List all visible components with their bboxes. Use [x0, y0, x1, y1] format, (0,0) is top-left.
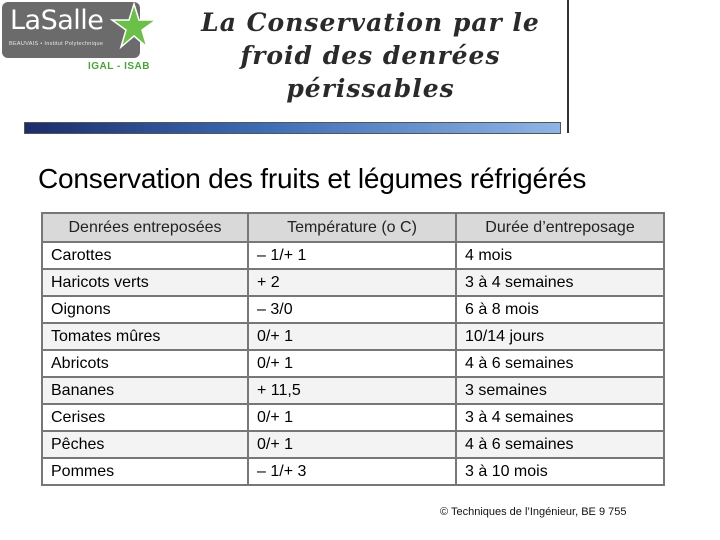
logo-wordmark: LaSalle	[10, 5, 104, 36]
cell-temperature: – 1/+ 3	[248, 458, 456, 485]
header-title-line-3: périssables	[286, 74, 455, 103]
header-duree: Durée d’entreposage	[456, 213, 664, 242]
cell-temperature: + 11,5	[248, 377, 456, 404]
cell-duree: 10/14 jours	[456, 323, 664, 350]
table-row	[42, 350, 664, 377]
cell-temperature: – 1/+ 1	[248, 242, 456, 269]
slide-title: Conservation des fruits et légumes réfrigérés	[38, 163, 587, 194]
table-row	[42, 296, 664, 323]
cell-temperature: + 2	[248, 269, 456, 296]
header-title-line-1: La Conservation par le	[201, 8, 540, 37]
table-row	[42, 269, 664, 296]
cell-temperature: – 3/0	[248, 296, 456, 323]
logo-school-name: IGAL - ISAB	[88, 61, 150, 72]
star-icon	[110, 2, 158, 50]
cell-duree: 4 à 6 semaines	[456, 431, 664, 458]
table-header-row	[42, 213, 664, 242]
cell-denree: Haricots verts	[42, 269, 248, 296]
cell-duree: 3 à 4 semaines	[456, 269, 664, 296]
lasalle-logo	[2, 2, 158, 76]
cell-denree: Bananes	[42, 377, 248, 404]
cell-duree: 3 semaines	[456, 377, 664, 404]
cell-duree: 4 à 6 semaines	[456, 350, 664, 377]
header-title	[178, 6, 563, 105]
table-row	[42, 323, 664, 350]
cell-denree: Abricots	[42, 350, 248, 377]
cell-denree: Cerises	[42, 404, 248, 431]
table-row	[42, 431, 664, 458]
cell-duree: 4 mois	[456, 242, 664, 269]
cell-duree: 3 à 10 mois	[456, 458, 664, 485]
cell-denree: Carottes	[42, 242, 248, 269]
cell-denree: Pommes	[42, 458, 248, 485]
header-divider	[567, 0, 569, 133]
cell-temperature: 0/+ 1	[248, 323, 456, 350]
cell-temperature: 0/+ 1	[248, 350, 456, 377]
cell-denree: Tomates mûres	[42, 323, 248, 350]
table-row	[42, 377, 664, 404]
cell-temperature: 0/+ 1	[248, 431, 456, 458]
cell-temperature: 0/+ 1	[248, 404, 456, 431]
cell-duree: 6 à 8 mois	[456, 296, 664, 323]
header-denrees: Denrées entreposées	[42, 213, 248, 242]
table-row	[42, 404, 664, 431]
table-row	[42, 458, 664, 485]
storage-table	[41, 212, 665, 486]
cell-denree: Oignons	[42, 296, 248, 323]
logo-subtitle: BEAUVAIS • Institut Polytechnique	[9, 41, 104, 47]
header-gradient-bar	[24, 122, 561, 134]
cell-denree: Pêches	[42, 431, 248, 458]
table-row	[42, 242, 664, 269]
header-temperature: Température (o C)	[248, 213, 456, 242]
source-credit: © Techniques de l’Ingénieur, BE 9 755	[440, 506, 627, 518]
header-title-line-2: froid des denrées	[240, 41, 501, 70]
cell-duree: 3 à 4 semaines	[456, 404, 664, 431]
